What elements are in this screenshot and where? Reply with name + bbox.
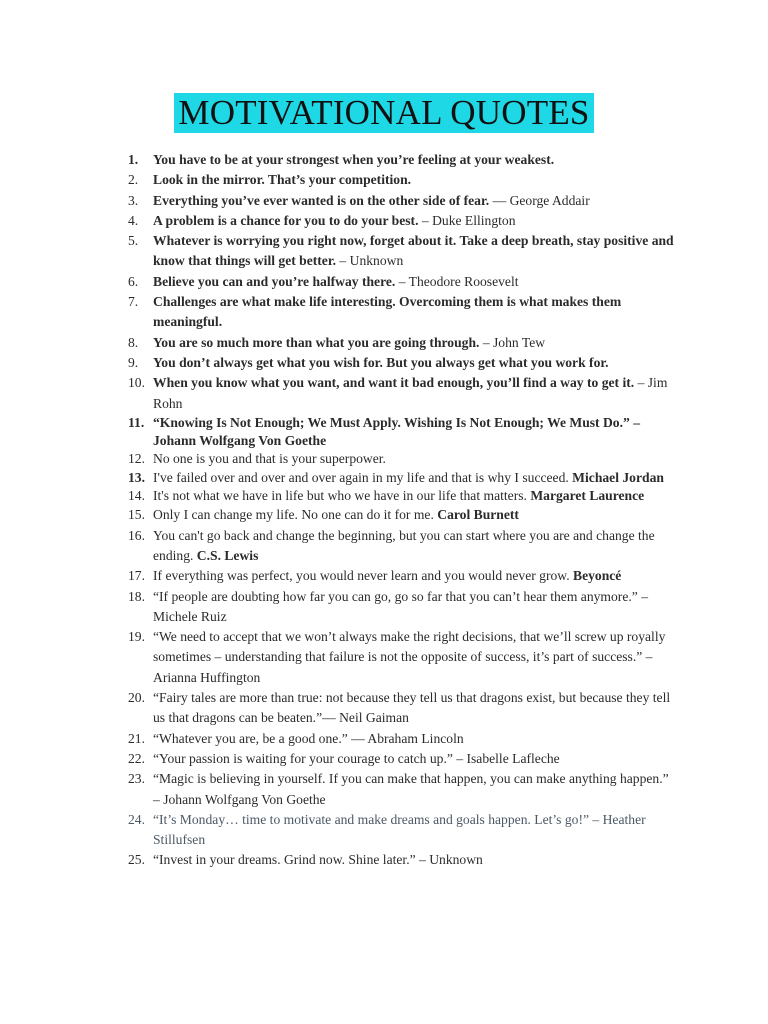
quote-text: “Your passion is waiting for your courage to catch up.” – Isabelle Lafleche bbox=[153, 750, 560, 766]
quote-item bbox=[128, 769, 676, 810]
quote-text: You can't go back and change the beginning, but you can start where you are and change the ending. bbox=[153, 527, 655, 563]
quote-number: 24. bbox=[128, 811, 145, 827]
quote-item bbox=[128, 566, 676, 586]
quote-number: 17. bbox=[128, 568, 145, 584]
quote-text-bold: Beyoncé bbox=[573, 568, 622, 584]
quote-text-bold: When you know what you want, and want it bad enough, you’ll find a way to get it. bbox=[153, 375, 635, 391]
quote-text: “Magic is believing in yourself. If you can make that happen, you can make anything happen.” – Johann Wolfgang Von Goethe bbox=[153, 771, 669, 807]
quote-number: 2. bbox=[128, 172, 139, 188]
quote-item bbox=[128, 627, 676, 688]
quote-number: 6. bbox=[128, 273, 139, 289]
quote-item bbox=[128, 333, 676, 353]
quote-item bbox=[128, 505, 676, 525]
quote-item bbox=[128, 469, 676, 487]
quote-number: 10. bbox=[128, 375, 145, 391]
quote-text: Only I can change my life. No one can do it for me. bbox=[153, 507, 438, 523]
quote-text: – Unknown bbox=[336, 253, 404, 269]
quote-number: 22. bbox=[128, 750, 145, 766]
quote-number: 20. bbox=[128, 690, 145, 706]
quote-item bbox=[128, 170, 676, 190]
quote-item bbox=[128, 450, 676, 468]
page-title: MOTIVATIONAL QUOTES bbox=[174, 93, 593, 133]
quote-text: “Fairy tales are more than true: not because they tell us that dragons exist, but because they tell us that dragons can be beaten.”— Neil Gaiman bbox=[153, 690, 671, 726]
quote-text-bold: You are so much more than what you are going through. bbox=[153, 334, 480, 350]
quote-text-bold: Michael Jordan bbox=[572, 469, 664, 485]
quote-text: “We need to accept that we won’t always make the right decisions, that we’ll screw up royally sometimes – understanding that failure is not the opposite of success, it’s part of success.” – Arianna Huffington bbox=[153, 629, 666, 685]
quote-text: No one is you and that is your superpower. bbox=[153, 451, 386, 467]
quote-item bbox=[128, 231, 676, 272]
quote-text-bold: “Knowing Is Not Enough; We Must Apply. Wishing Is Not Enough; We Must Do.” – Johann Wolfgang Von Goethe bbox=[153, 414, 640, 449]
quote-number: 13. bbox=[128, 469, 145, 485]
quote-text: It's not what we have in life but who we have in our life that matters. bbox=[153, 488, 531, 504]
quote-text: – John Tew bbox=[479, 334, 546, 350]
quote-text-bold: Everything you’ve ever wanted is on the other side of fear. bbox=[153, 192, 490, 208]
quote-text-bold: You have to be at your strongest when you’re feeling at your weakest. bbox=[153, 152, 555, 167]
quote-number: 7. bbox=[128, 294, 139, 310]
quote-text-bold: Believe you can and you’re halfway there. bbox=[153, 273, 396, 289]
quote-text-bold: Challenges are what make life interesting. Overcoming them is what makes them meaningful. bbox=[153, 294, 622, 330]
quote-item bbox=[128, 211, 676, 231]
quote-text: “Whatever you are, be a good one.” — Abraham Lincoln bbox=[153, 730, 464, 746]
quote-text-bold: Whatever is worrying you right now, forget about it. Take a deep breath, stay positive and know that things will get better. bbox=[153, 233, 674, 269]
quote-text-bold: Margaret Laurence bbox=[530, 488, 645, 504]
quote-number: 3. bbox=[128, 192, 139, 208]
quote-item bbox=[128, 526, 676, 567]
quote-text-bold: You don’t always get what you wish for. But you always get what you work for. bbox=[153, 354, 609, 370]
quote-text: I've failed over and over and over again in my life and that is why I succeed. bbox=[153, 469, 573, 485]
quote-text-bold: A problem is a chance for you to do your best. bbox=[153, 212, 419, 228]
quote-item bbox=[128, 688, 676, 729]
quote-number: 11. bbox=[128, 414, 145, 430]
quote-text: – Jim Rohn bbox=[153, 375, 668, 411]
quotes-list bbox=[128, 150, 676, 871]
quote-item bbox=[128, 373, 676, 414]
quote-text-bold: Carol Burnett bbox=[437, 507, 519, 523]
quote-number: 25. bbox=[128, 852, 145, 868]
quote-number: 21. bbox=[128, 730, 145, 746]
quote-text: “It’s Monday… time to motivate and make dreams and goals happen. Let’s go!” – Heather Stillufsen bbox=[153, 811, 646, 848]
quote-item bbox=[128, 353, 676, 373]
quote-item bbox=[128, 150, 676, 170]
quote-text: “Invest in your dreams. Grind now. Shine later.” – Unknown bbox=[153, 852, 483, 868]
quote-number: 4. bbox=[128, 212, 139, 228]
quote-number: 12. bbox=[128, 451, 145, 467]
quote-item bbox=[128, 810, 676, 851]
quote-item bbox=[128, 749, 676, 769]
quote-text-bold: C.S. Lewis bbox=[196, 547, 259, 563]
quote-number: 5. bbox=[128, 233, 139, 249]
quote-item bbox=[128, 414, 676, 451]
quote-item bbox=[128, 191, 676, 211]
quote-number: 18. bbox=[128, 588, 145, 604]
quote-number: 1. bbox=[128, 152, 139, 167]
quote-text: If everything was perfect, you would never learn and you would never grow. bbox=[153, 568, 574, 584]
quote-item bbox=[128, 729, 676, 749]
quote-text: — George Addair bbox=[489, 192, 590, 208]
quote-item bbox=[128, 587, 676, 628]
quote-number: 16. bbox=[128, 527, 145, 543]
quote-item bbox=[128, 850, 676, 870]
quote-number: 19. bbox=[128, 629, 145, 645]
quote-text: – Theodore Roosevelt bbox=[395, 273, 519, 289]
quote-item bbox=[128, 272, 676, 292]
quote-number: 15. bbox=[128, 507, 145, 523]
title-container bbox=[0, 93, 768, 133]
quote-item bbox=[128, 487, 676, 505]
quote-item bbox=[128, 292, 676, 333]
quote-number: 8. bbox=[128, 334, 139, 350]
quote-number: 14. bbox=[128, 488, 145, 504]
quote-text: – Duke Ellington bbox=[418, 212, 516, 228]
quote-number: 23. bbox=[128, 771, 145, 787]
quote-number: 9. bbox=[128, 354, 139, 370]
quote-text-bold: Look in the mirror. That’s your competition. bbox=[153, 172, 412, 188]
quote-text: “If people are doubting how far you can go, go so far that you can’t hear them anymore.” – Michele Ruiz bbox=[153, 588, 648, 624]
